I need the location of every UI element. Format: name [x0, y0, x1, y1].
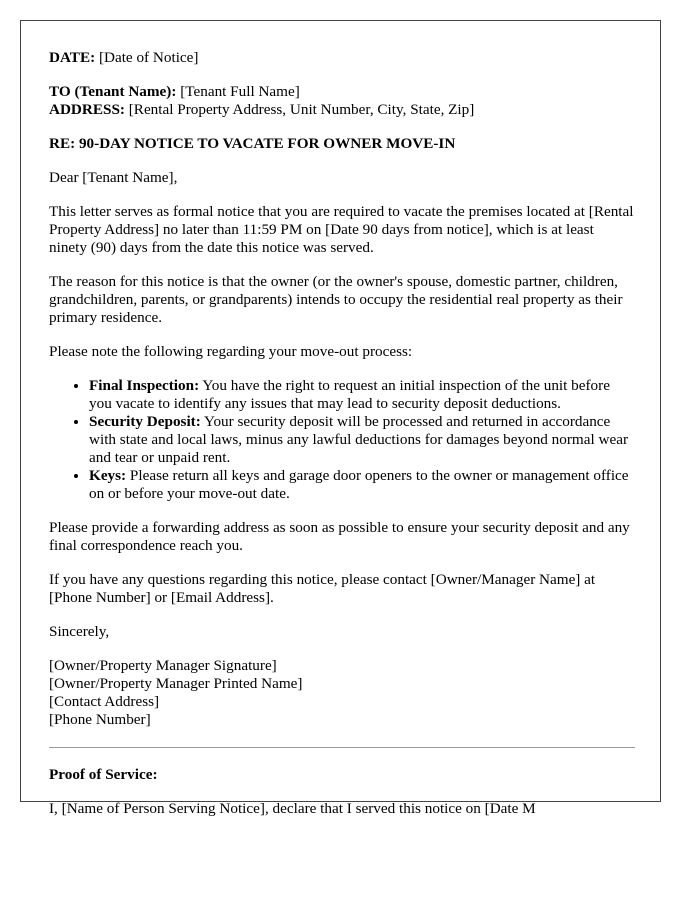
date-line — [49, 49, 635, 67]
moveout-list — [49, 377, 635, 503]
salutation: Dear [Tenant Name], — [49, 169, 178, 186]
list-item-security-deposit — [89, 413, 635, 467]
paragraph-notice: This letter serves as formal notice that you are required to vacate the premises located at [Rental Property Address] no later than 11:59 PM on [Date 90 days from notice], which is at least ninety (90) days from the date this notice was served. — [49, 203, 634, 256]
letter-page — [20, 20, 661, 817]
bullet-text: Your security deposit will be processed and returned in accordance with state and local laws, minus any lawful deductions for damages beyond normal wear and tear or unpaid rent. — [89, 413, 629, 466]
date-block — [49, 49, 635, 67]
address-label: ADDRESS: — [49, 101, 125, 118]
re-line — [49, 135, 635, 153]
bullet-text: You have the right to request an initial inspection of the unit before you vacate to identify any issues that may lead to security deposit deductions. — [89, 377, 610, 412]
address-line — [49, 101, 635, 119]
date-value: [Date of Notice] — [98, 49, 199, 66]
bullet-text: Please return all keys and garage door openers to the owner or management office on or before your move-out date. — [89, 467, 629, 502]
contact-address-line: [Contact Address] — [49, 693, 160, 710]
paragraph-questions: If you have any questions regarding this notice, please contact [Owner/Manager Name] at [Phone Number] or [Email Address]. — [49, 571, 596, 606]
date-label: DATE: — [49, 49, 96, 66]
printed-name-line: [Owner/Property Manager Printed Name] — [49, 675, 303, 692]
phone-number-line: [Phone Number] — [49, 711, 151, 728]
signature-block — [49, 657, 635, 729]
to-label: TO (Tenant Name): — [49, 83, 177, 100]
list-item-final-inspection — [89, 377, 635, 413]
section-divider — [49, 747, 635, 748]
letter-content — [49, 49, 635, 834]
signature-line: [Owner/Property Manager Signature] — [49, 657, 277, 674]
recipient-block — [49, 83, 635, 119]
paragraph-forwarding: Please provide a forwarding address as soon as possible to ensure your security deposit and any final correspondence reach you. — [49, 519, 630, 554]
to-value: [Tenant Full Name] — [180, 83, 300, 100]
to-line — [49, 83, 635, 101]
paragraph-moveout-intro: Please note the following regarding your move-out process: — [49, 343, 413, 360]
proof-heading — [49, 766, 635, 784]
bullet-label: Final Inspection: — [89, 377, 200, 394]
address-value: [Rental Property Address, Unit Number, City, State, Zip] — [128, 101, 475, 118]
paragraph-reason: The reason for this notice is that the owner (or the owner's spouse, domestic partner, children, grandchildren, parents, or grandparents) intends to occupy the residential real property as their primary residence. — [49, 273, 623, 326]
list-item-keys — [89, 467, 635, 503]
proof-text: I, [Name of Person Serving Notice], declare that I served this notice on [Date M — [49, 800, 536, 817]
proof-heading-text: Proof of Service: — [49, 766, 158, 783]
bullet-label: Keys: — [89, 467, 127, 484]
closing: Sincerely, — [49, 623, 110, 640]
re-text: RE: 90-DAY NOTICE TO VACATE FOR OWNER MOVE-IN — [49, 135, 456, 152]
bullet-label: Security Deposit: — [89, 413, 201, 430]
